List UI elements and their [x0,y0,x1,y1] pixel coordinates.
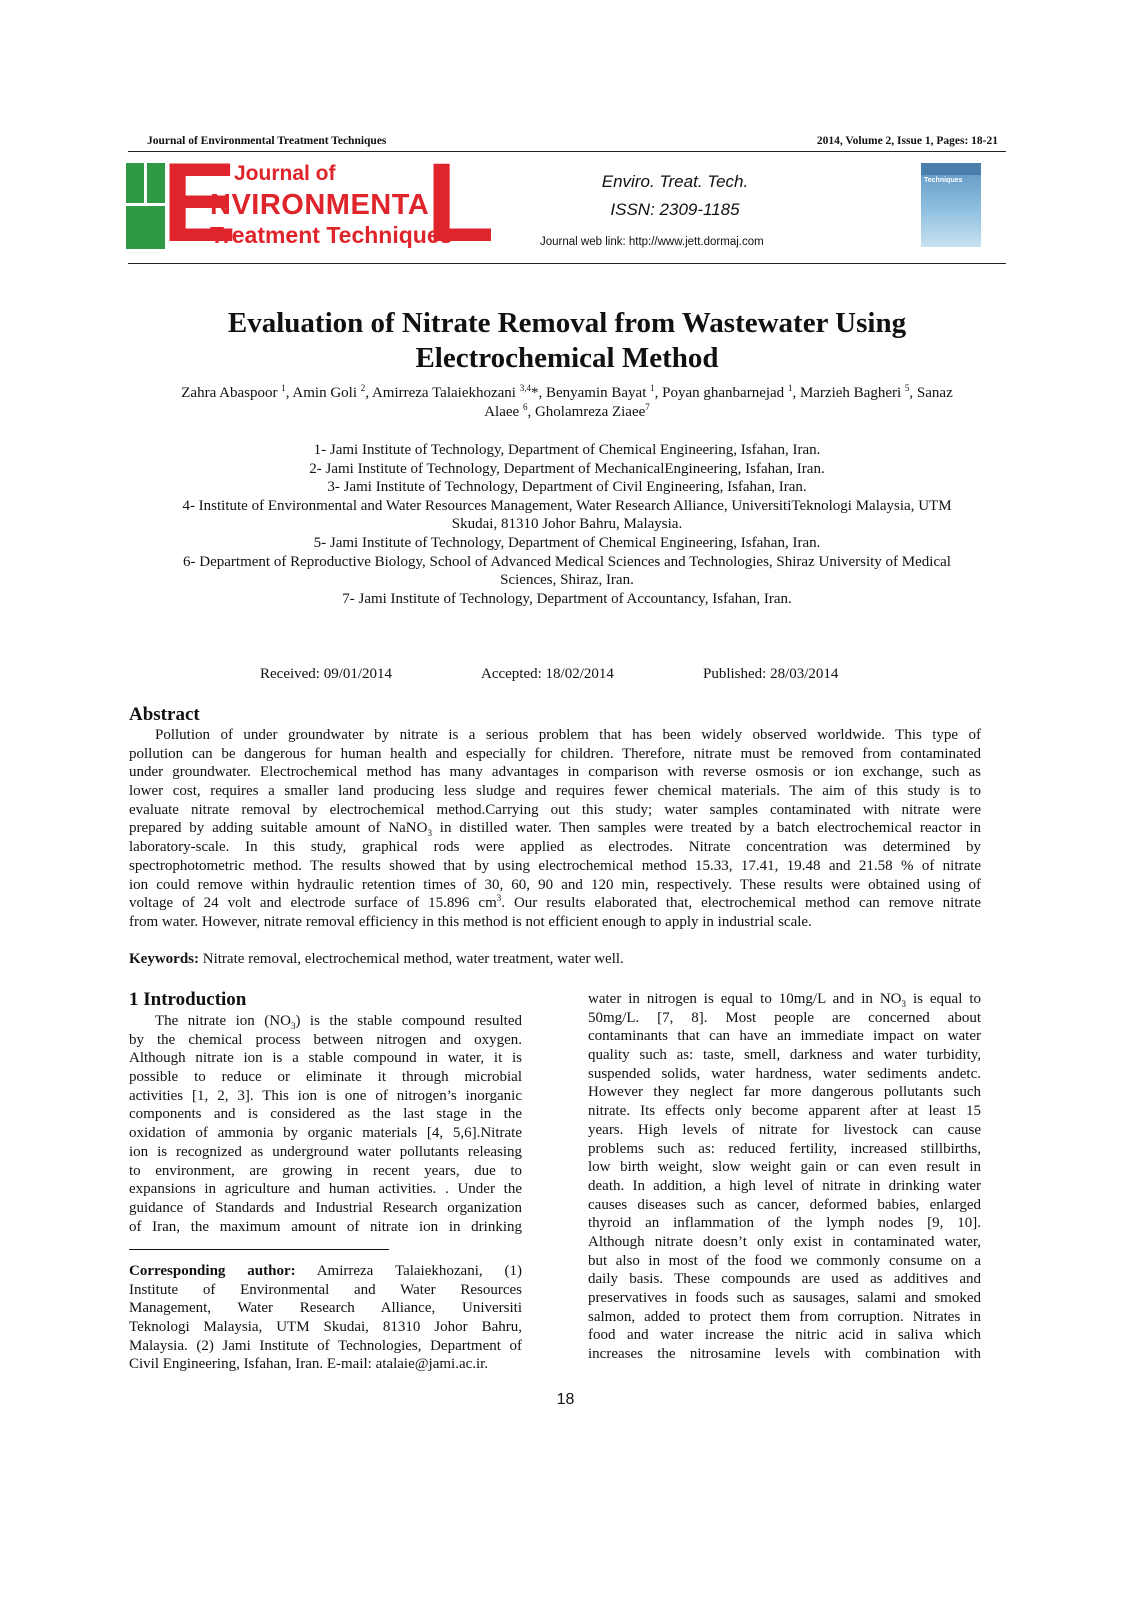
affiliations [128,441,1006,608]
header-rule-bottom [128,263,1006,264]
author-name: Gholamreza Ziaee [534,404,646,420]
keywords-text: Nitrate removal, electrochemical method, water treatment, water well. [199,951,624,967]
title-line-2: Electrochemical Method [415,342,719,374]
introduction-right-column: water in nitrogen is equal to 10mg/L and in $NO_3$ is equal to 50mg/L. [7, 8]. Most people are concerned about contaminants that can have an immediate impact on water quality such as: taste, smell, darkness and water turbidity, suspended solids, water hardness, water sediments andetc. However they neglect far more dangerous pollutants such nitrate. Its effects only become apparent after at least 15 years. High levels of nitrate for livestock can cause problems such as: reduced fertility, increased stillbirths, low birth weight, slow weight gain or can even result in death. In addition, a high level of nitrate in drinking water causes diseases such as cancer, deformed babies, enlarged thyroid an inflammation of the lymph nodes [9, 10]. Although nitrate doesn’t only exist in contaminated water, but also in most of the food we commonly consume on a daily basis. These compounds are used as additives and preservatives in foods such as sausages, salami and smoked salmon, added to protect them from corruption. Nitrates in food and water increase the nitric acid in saliva which increases the nitrosamine levels with combination with [588,991,981,1363]
affiliation: 1- Jami Institute of Technology, Department of Chemical Engineering, Isfahan, Iran. [313,442,821,458]
affiliation: Sciences, Shiraz, Iran. [500,572,634,589]
introduction-left-column: The nitrate ion $(NO_3)$ is the stable compound resulted by the chemical process between nitrogen and oxygen. Although nitrate ion is a stable compound in water, it is possible to reduce or eliminate it through microbial activities [1, 2, 3]. This ion is one of nitrogen’s inorganic components and is considered as the last stage in the oxidation of ammonia by organic materials [4, 5,6].Nitrate ion is recognized as underground water pollutants releasing to environment, are growing in recent years, due to expansions in agriculture and human activities. . Under the guidance of Standards and Industrial Research organization of Iran, the maximum amount of nitrate ion in drinking [129,1013,522,1235]
journal-abbreviation: Enviro. Treat. Tech. [601,172,749,191]
abstract-heading: Abstract [129,704,200,725]
logo-environmental: NVIRONMENTA [210,189,430,221]
journal-weblink[interactable]: Journal web link: http://www.jett.dormaj.com [540,236,764,248]
published-date: Published: 28/03/2014 [703,666,839,682]
author-name: Amirreza Talaiekhozani [371,385,516,401]
keywords [129,951,624,968]
keywords-label: Keywords: [129,951,199,967]
affiliation: 5- Jami Institute of Technology, Department of Chemical Engineering, Isfahan, Iran. [313,534,821,551]
journal-issn: ISSN: 2309-1185 [610,200,740,219]
affiliation: 4- Institute of Environmental and Water Resources Management, Water Research Alliance, UniversitiTeknologi Malaysia, UTM [182,497,952,514]
author-name: Marzieh Bagheri [799,385,902,401]
cover-title: Techniques [924,177,963,184]
corresponding-author-note: Corresponding author: Amirreza Talaiekhozani, (1) Institute of Environmental and Water Resources Management, Water Research Alliance, Universiti Teknologi Malaysia, UTM Skudai, 81310 Johor Bahru, Malaysia. (2) Jami Institute of Technologies, Department of Civil Engineering, Isfahan, Iran. E-mail: atalaie@jami.ac.ir. [129,1263,522,1373]
footnote-rule [129,1249,389,1250]
logo-big-e: E [162,140,237,265]
author-name: Benyamin Bayat [545,385,647,401]
logo-treatment-techniques: Treatment Techniques [210,222,453,248]
logo-big-l: L [426,140,495,265]
section-heading-introduction: 1 Introduction [129,989,247,1010]
author-name: Sanaz [916,385,953,401]
author-name: Zahra Abaspoor [181,385,278,401]
logo-journal-of: Journal of [234,162,336,185]
author-name: Amin Goli [292,385,358,401]
paper-title [128,306,1006,376]
received-date: Received: 09/01/2014 [260,666,393,682]
abstract-body: Pollution of under groundwater by nitrate is a serious problem that has been widely observed worldwide. This type of pollution can be dangerous for human health and especially for children. Therefore, nitrate must be removed from contaminated under groundwater. Electrochemical method has many advantages in comparison with reverse osmosis or ion exchange, such as lower cost, requires a smaller land producing less sludge and requires fewer chemical materials. The aim of this study is to evaluate nitrate removal by electrochemical method.Carrying out this study; water samples contaminated with nitrate were prepared by adding suitable amount of NaNO$_3$ in distilled water. Then samples were treated by a batch electrochemical reactor in laboratory-scale. In this study, graphical rods were applied as electrodes. Nitrate concentration was determined by spectrophotometric method. The results showed that by using electrochemical method 15.33, 17.41, 19.48 and 21.58 % of nitrate ion could remove within hydraulic retention times of 30, 60, 90 and 120 min, respectively. These results were obtained using of voltage of 24 volt and electrode surface of 15.896 $cm^3$. Our results elaborated that, electrochemical method can remove nitrate from water. However, nitrate removal efficiency in this method is not efficient enough to apply in industrial scale. [129,727,981,930]
author-name: Poyan ghanbarnejad [662,385,785,401]
author-list: Zahra Abaspoor $^1$, Amin Goli $^2$, Amirreza Talaiekhozani $^{3,4}$*, Benyamin Bayat $^1$, Poyan ghanbarnejad $^1$, Marzieh Bagheri $^5$, Sanaz Alaee $^6$, Gholamreza Ziaee$^7$ [181,383,953,420]
running-journal-title: Journal of Environmental Treatment Techniques [147,135,387,147]
accepted-date: Accepted: 18/02/2014 [481,666,614,682]
title-line-1: Evaluation of Nitrate Removal from Wastewater Using [227,307,907,339]
affiliation: Skudai, 81310 Johor Bahru, Malaysia. [451,516,683,533]
affiliation: 6- Department of Reproductive Biology, School of Advanced Medical Sciences and Technologies, Shiraz University of Medical [183,553,951,570]
page-number: 18 [556,1391,575,1408]
journal-cover-thumbnail [921,163,981,247]
affiliation: 3- Jami Institute of Technology, Department of Civil Engineering, Isfahan, Iran. [327,479,807,496]
affiliation: 2- Jami Institute of Technology, Department of MechanicalEngineering, Isfahan, Iran. [309,460,825,477]
affiliation: 7- Jami Institute of Technology, Department of Accountancy, Isfahan, Iran. [342,590,792,607]
issue-info: 2014, Volume 2, Issue 1, Pages: 18-21 [816,135,998,147]
header-rule-top [128,151,1006,152]
author-name: Alaee [484,404,520,420]
